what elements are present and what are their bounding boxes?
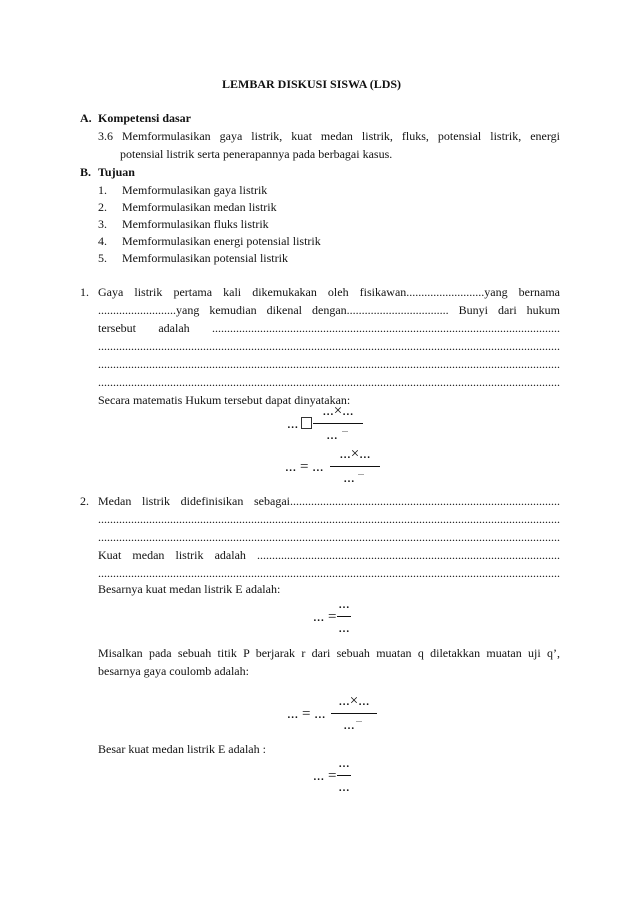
fraction-bar [313,423,363,424]
besarnya-text: Besarnya kuat medan listrik E adalah: [98,582,281,596]
formula-numerator: ... [338,596,350,612]
formula-superscript: ... [358,468,364,477]
fraction-bar [337,616,351,617]
formula-left: ... [287,416,312,433]
tujuan-number: 2. [98,200,107,214]
formula-denominator: ... [343,470,355,486]
fraction-bar [331,713,377,714]
formula-denominator: ... [326,427,338,443]
formula-left: ... = [313,609,337,625]
kd-line-1: 3.6 Memformulasikan gaya listrik, kuat medan listrik, fluks, potensial listrik, energi [98,129,560,143]
misalkan-line-2: besarnya gaya coulomb adalah: [98,664,249,678]
formula-numerator: ... [338,755,350,771]
tujuan-item: Memformulasikan potensial listrik [122,251,288,265]
q1-line-1: Gaya listrik pertama kali dikemukakan oleh fisikawan..........................yang bernama [98,285,560,299]
page-title: LEMBAR DISKUSI SISWA (LDS) [222,77,402,91]
tujuan-number: 4. [98,234,107,248]
answer-dots: .......................................................................................................................................................... [98,566,560,580]
formula-denominator: ... [338,620,350,636]
formula-left: ... = [313,768,337,784]
misalkan-line-1: Misalkan pada sebuah titik P berjarak r dari sebuah muatan q diletakkan muatan uji q’, [98,646,560,660]
q2-line-1: Medan listrik didefinisikan sebagai.......................................................................................... [98,494,560,508]
formula-denominator: ... [343,717,355,733]
answer-dots: .......................................................................................................................................................... [98,357,560,371]
answer-dots: .......................................................................................................................................................... [98,375,560,389]
formula-superscript: ... [356,715,362,724]
fraction-bar [337,775,351,776]
question-1-number: 1. [80,285,89,299]
formula-left: ... = ... [285,459,324,475]
math-intro: Secara matematis Hukum tersebut dapat dinyatakan: [98,393,351,407]
tujuan-number: 3. [98,217,107,231]
tujuan-item: Memformulasikan energi potensial listrik [122,234,321,248]
tujuan-number: 5. [98,251,107,265]
answer-dots: .......................................................................................................................................................... [98,339,560,353]
section-a-heading: Kompetensi dasar [98,111,191,125]
kd-line-2: potensial listrik serta penerapannya pada berbagai kasus. [120,147,393,161]
tujuan-number: 1. [98,183,107,197]
missing-symbol-box [301,417,312,429]
kuat-medan-line: Kuat medan listrik adalah ..................................................................................................... [98,548,560,562]
formula-left: ... = ... [287,706,326,722]
formula-denominator: ... [338,779,350,795]
tujuan-item: Memformulasikan medan listrik [122,200,277,214]
tujuan-item: Memformulasikan gaya listrik [122,183,268,197]
formula-superscript: ... [342,425,348,434]
formula-numerator: ...×... [338,693,370,709]
section-b-heading: Tujuan [98,165,135,179]
fraction-bar [330,466,380,467]
section-a-letter: A. [80,111,92,125]
formula-numerator: ...×... [339,446,371,462]
answer-dots: .......................................................................................................................................................... [98,512,560,526]
tujuan-item: Memformulasikan fluks listrik [122,217,269,231]
formula-numerator: ...×... [322,403,354,419]
question-2-number: 2. [80,494,89,508]
answer-dots: .......................................................................................................................................................... [98,530,560,544]
q1-line-2: ..........................yang kemudian dikenal dengan.................................. Bunyi dari hukum [98,303,560,317]
besar-kuat-text: Besar kuat medan listrik E adalah : [98,742,266,756]
section-b-letter: B. [80,165,92,179]
q1-line-3: tersebut adalah .................................................................................................................... [98,321,560,335]
